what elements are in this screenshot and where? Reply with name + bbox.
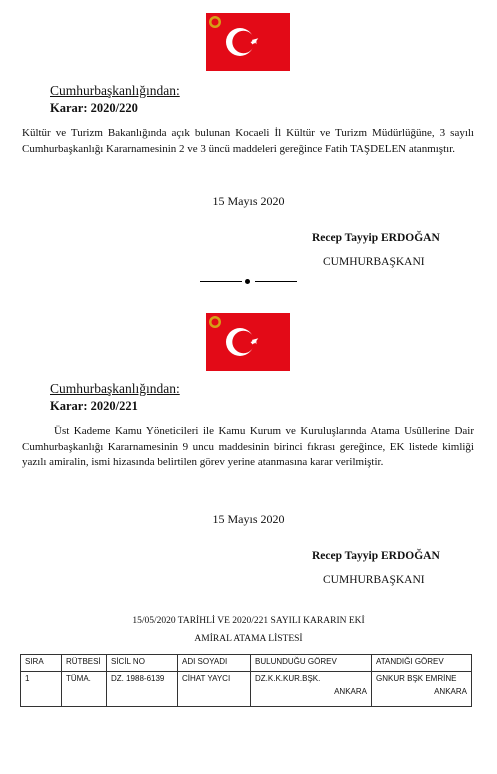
cell-atandigi-gorev bbox=[372, 672, 472, 707]
column-header: ATANDIĞI GÖREV bbox=[372, 655, 472, 672]
signer-name: Recep Tayyip ERDOĞAN bbox=[312, 232, 440, 244]
column-header: RÜTBESİ bbox=[62, 655, 107, 672]
column-header: SİCİL NO bbox=[107, 655, 178, 672]
office-heading: Cumhurbaşkanlığından: bbox=[50, 381, 180, 396]
new-post-city: ANKARA bbox=[434, 687, 467, 696]
decree-date: 15 Mayıs 2020 bbox=[212, 512, 285, 526]
presidential-seal-icon bbox=[208, 315, 222, 329]
section-divider bbox=[200, 277, 297, 287]
current-post: DZ.K.K.KUR.BŞK. bbox=[255, 674, 321, 683]
table-row bbox=[21, 672, 472, 707]
signer-title: CUMHURBAŞKANI bbox=[323, 256, 425, 268]
column-header: SIRA bbox=[21, 655, 62, 672]
decree-body: Kültür ve Turizm Bakanlığında açık bulunan Kocaeli İl Kültür ve Turizm Müdürlüğüne, 3 sayılı Cumhurbaşkanlığı Kararnamesinin 2 ve 3 üncü maddeleri gereğince Fatih TAŞDELEN atanmıştır. bbox=[22, 127, 474, 155]
presidential-seal-icon bbox=[208, 15, 222, 29]
decision-number: Karar: 2020/220 bbox=[50, 101, 138, 115]
signer-title: CUMHURBAŞKANI bbox=[323, 574, 425, 586]
cell-sira: 1 bbox=[21, 672, 62, 707]
cell-bulundugu-gorev bbox=[251, 672, 372, 707]
office-heading: Cumhurbaşkanlığından: bbox=[50, 83, 180, 98]
current-post-city: ANKARA bbox=[334, 687, 367, 696]
cell-rutbe: TÜMA. bbox=[62, 672, 107, 707]
cell-sicil: DZ. 1988-6139 bbox=[107, 672, 178, 707]
new-post: GNKUR BŞK EMRİNE bbox=[376, 674, 457, 683]
decision-number: Karar: 2020/221 bbox=[50, 399, 138, 413]
annex-subtitle: AMİRAL ATAMA LİSTESİ bbox=[194, 634, 303, 644]
admiral-appointment-table bbox=[20, 654, 472, 707]
table-header-row bbox=[21, 655, 472, 672]
turkish-flag bbox=[206, 13, 290, 71]
cell-ad-soyadi: CİHAT YAYCI bbox=[178, 672, 251, 707]
column-header: BULUNDUĞU GÖREV bbox=[251, 655, 372, 672]
turkish-flag bbox=[206, 313, 290, 371]
signer-name: Recep Tayyip ERDOĞAN bbox=[312, 550, 440, 562]
column-header: ADI SOYADI bbox=[178, 655, 251, 672]
annex-title: 15/05/2020 TARİHLİ VE 2020/221 SAYILI KARARIN EKİ bbox=[132, 616, 365, 626]
decree-date: 15 Mayıs 2020 bbox=[212, 194, 285, 208]
decree-body: Üst Kademe Kamu Yöneticileri ile Kamu Kurum ve Kuruluşlarında Atama Usûllerine Dair Cumhurbaşkanlığı Kararnamesinin 9 uncu maddesinin birinci fıkrası gereğince, EK listede kimliği yazılı amiralin, ismi hizasında belirtilen görev yerine atanmasına karar verilmiştir. bbox=[22, 425, 474, 468]
